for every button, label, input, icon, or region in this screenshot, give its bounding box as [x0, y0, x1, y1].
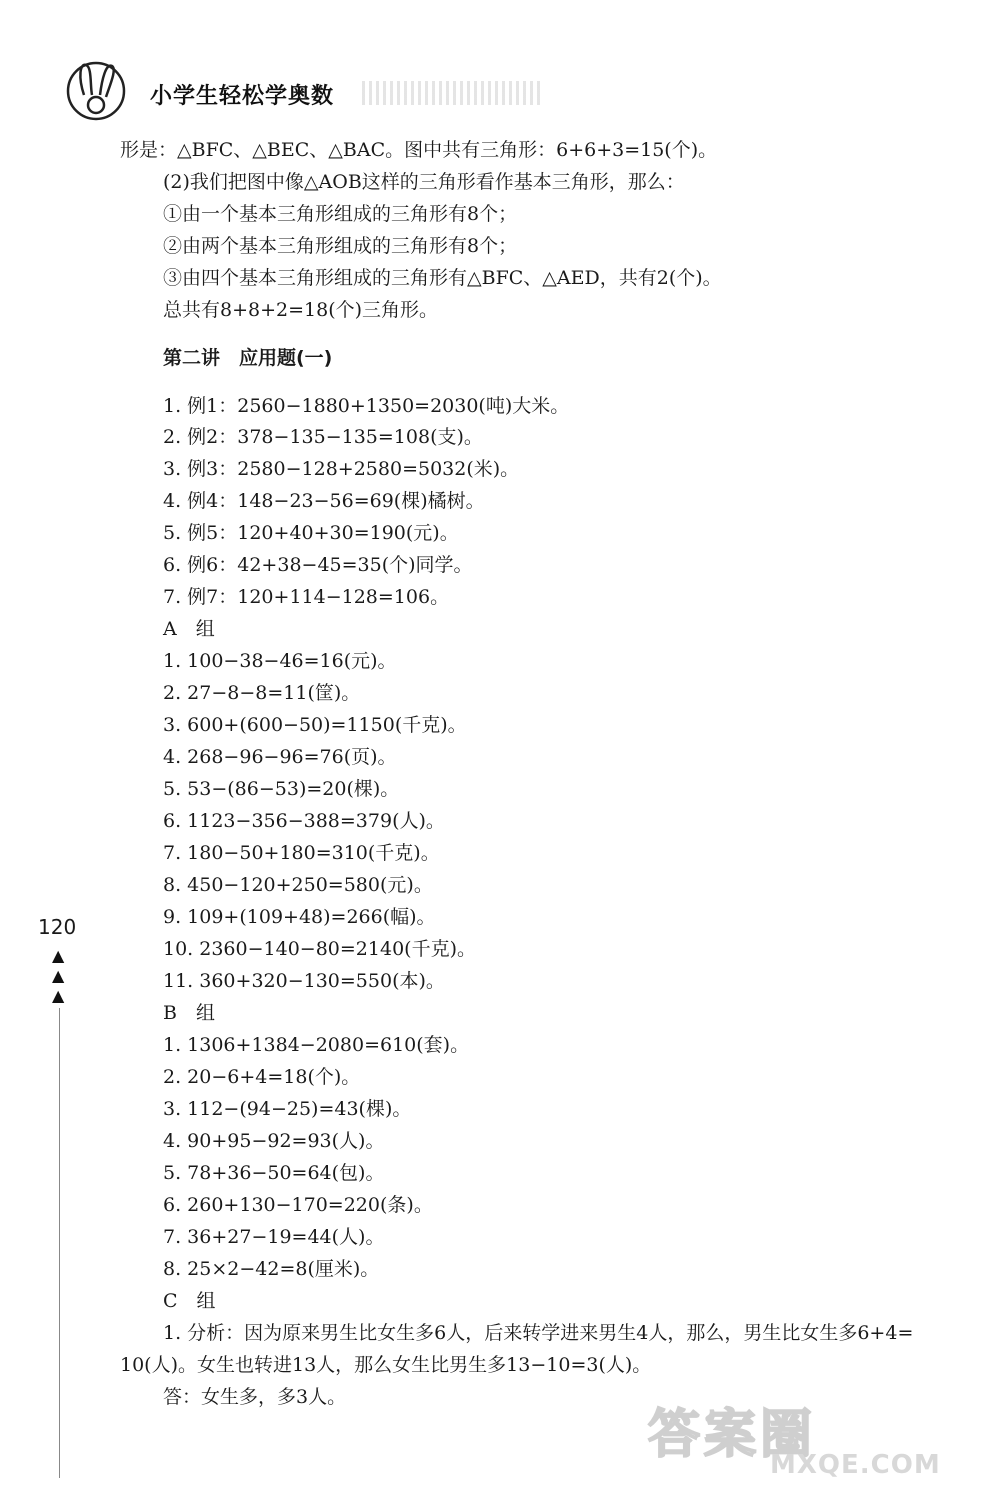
triangle-icon: ▲ — [52, 986, 65, 1005]
triangle-icon: ▲ — [52, 966, 65, 985]
group-a-item: 2. 27−8−8=11(筐)。 — [163, 682, 361, 704]
group-a-item: 5. 53−(86−53)=20(棵)。 — [163, 778, 400, 800]
example-line: 5. 例5：120+40+30=190(元)。 — [163, 522, 459, 544]
decorative-dots — [362, 81, 542, 105]
text-line: 形是：△BFC、△BEC、△BAC。图中共有三角形：6+6+3=15(个)。 — [120, 139, 718, 161]
group-b-item: 6. 260+130−170=220(条)。 — [163, 1194, 433, 1216]
example-line: 4. 例4：148−23−56=69(棵)橘树。 — [163, 490, 485, 512]
margin-rule — [59, 1008, 60, 1478]
group-a-item: 7. 180−50+180=310(千克)。 — [163, 842, 440, 864]
group-a-item: 4. 268−96−96=76(页)。 — [163, 746, 397, 768]
text-line: 总共有8+8+2=18(个)三角形。 — [163, 299, 439, 321]
group-b-item: 7. 36+27−19=44(人)。 — [163, 1226, 385, 1248]
text-line: (2)我们把图中像△AOB这样的三角形看作基本三角形，那么： — [163, 171, 685, 193]
watermark-main: 答案圈 — [648, 1405, 817, 1465]
text-line: ②由两个基本三角形组成的三角形有8个； — [163, 235, 518, 257]
group-c-line: 10(人)。女生也转进13人，那么女生比男生多13−10=3(人)。 — [120, 1354, 652, 1376]
group-a-item: 11. 360+320−130=550(本)。 — [163, 970, 445, 992]
group-b-item: 5. 78+36−50=64(包)。 — [163, 1162, 385, 1184]
triangle-icon: ▲ — [52, 946, 65, 965]
group-b-item: 3. 112−(94−25)=43(棵)。 — [163, 1098, 412, 1120]
group-a-item: 9. 109+(109+48)=266(幅)。 — [163, 906, 436, 928]
group-a-label: A 组 — [163, 618, 215, 640]
text-line: ①由一个基本三角形组成的三角形有8个； — [163, 203, 518, 225]
group-c-line: 1. 分析：因为原来男生比女生多6人，后来转学进来男生4人，那么，男生比女生多6+4= — [163, 1322, 914, 1344]
watermark-url: MXQE.COM — [770, 1450, 941, 1480]
example-line: 6. 例6：42+38−45=35(个)同学。 — [163, 554, 473, 576]
group-b-item: 4. 90+95−92=93(人)。 — [163, 1130, 385, 1152]
group-a-item: 10. 2360−140−80=2140(千克)。 — [163, 938, 476, 960]
group-c-answer: 答：女生多，多3人。 — [163, 1386, 347, 1408]
group-b-item: 8. 25×2−42=8(厘米)。 — [163, 1258, 380, 1280]
group-a-item: 3. 600+(600−50)=1150(千克)。 — [163, 714, 467, 736]
group-b-item: 1. 1306+1384−2080=610(套)。 — [163, 1034, 470, 1056]
example-line: 2. 例2：378−135−135=108(支)。 — [163, 426, 483, 448]
book-title: 小学生轻松学奥数 — [150, 84, 335, 109]
example-line: 1. 例1：2560−1880+1350=2030(吨)大米。 — [163, 395, 570, 417]
section-heading: 第二讲 应用题(一) — [163, 347, 333, 369]
group-b-item: 2. 20−6+4=18(个)。 — [163, 1066, 361, 1088]
group-a-item: 8. 450−120+250=580(元)。 — [163, 874, 433, 896]
example-line: 3. 例3：2580−128+2580=5032(米)。 — [163, 458, 520, 480]
group-a-item: 1. 100−38−46=16(元)。 — [163, 650, 397, 672]
page-number: 120 — [38, 915, 77, 939]
group-a-item: 6. 1123−356−388=379(人)。 — [163, 810, 445, 832]
example-line: 7. 例7：120+114−128=106。 — [163, 586, 450, 608]
text-line: ③由四个基本三角形组成的三角形有△BFC、△AED，共有2(个)。 — [163, 267, 722, 289]
rabbit-logo-icon — [62, 55, 130, 123]
group-b-label: B 组 — [163, 1002, 215, 1024]
page-header — [62, 55, 542, 125]
watermark — [640, 1392, 980, 1482]
group-c-label: C 组 — [163, 1290, 216, 1312]
